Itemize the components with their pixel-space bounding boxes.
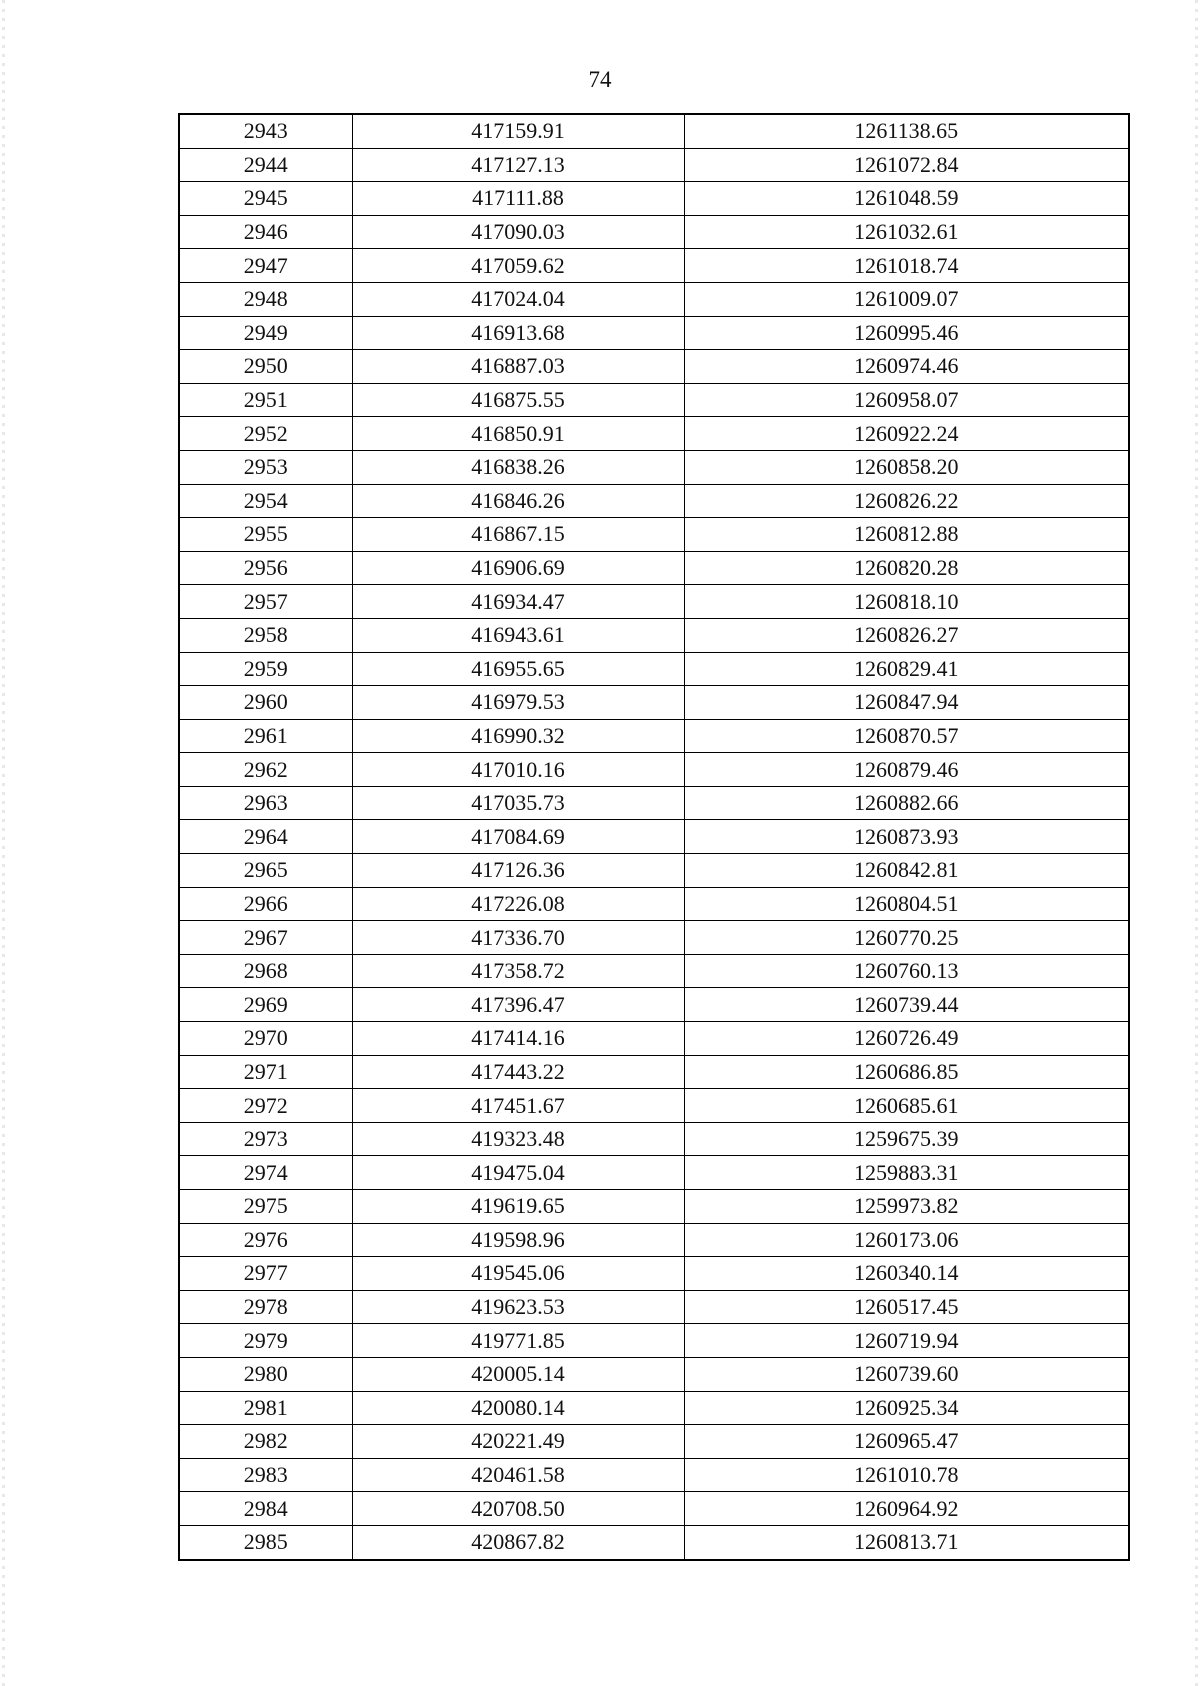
scan-edge-right [1195, 0, 1198, 1686]
table-row [179, 518, 1129, 552]
x-coordinate-cell: 419771.85 [352, 1324, 684, 1358]
point-number-cell: 2969 [179, 988, 352, 1022]
point-number-cell: 2947 [179, 249, 352, 283]
table-row [179, 652, 1129, 686]
x-coordinate-cell: 416846.26 [352, 484, 684, 518]
x-coordinate-cell: 416887.03 [352, 350, 684, 384]
x-coordinate-cell: 420867.82 [352, 1525, 684, 1559]
table-row [179, 1156, 1129, 1190]
point-number-cell: 2944 [179, 148, 352, 182]
y-coordinate-cell: 1260858.20 [684, 450, 1129, 484]
y-coordinate-cell: 1261010.78 [684, 1458, 1129, 1492]
y-coordinate-cell: 1260826.27 [684, 618, 1129, 652]
x-coordinate-cell: 416838.26 [352, 450, 684, 484]
y-coordinate-cell: 1260739.44 [684, 988, 1129, 1022]
y-coordinate-cell: 1260685.61 [684, 1089, 1129, 1123]
point-number-cell: 2967 [179, 921, 352, 955]
table-row [179, 753, 1129, 787]
point-number-cell: 2974 [179, 1156, 352, 1190]
x-coordinate-cell: 417111.88 [352, 182, 684, 216]
table-row [179, 988, 1129, 1022]
point-number-cell: 2975 [179, 1190, 352, 1224]
table-row [179, 686, 1129, 720]
x-coordinate-cell: 420221.49 [352, 1425, 684, 1459]
table-row [179, 417, 1129, 451]
point-number-cell: 2956 [179, 551, 352, 585]
table-row [179, 316, 1129, 350]
point-number-cell: 2976 [179, 1223, 352, 1257]
y-coordinate-cell: 1260995.46 [684, 316, 1129, 350]
point-number-cell: 2962 [179, 753, 352, 787]
y-coordinate-cell: 1260925.34 [684, 1391, 1129, 1425]
y-coordinate-cell: 1261048.59 [684, 182, 1129, 216]
x-coordinate-cell: 417024.04 [352, 282, 684, 316]
x-coordinate-cell: 417443.22 [352, 1055, 684, 1089]
point-number-cell: 2963 [179, 786, 352, 820]
point-number-cell: 2972 [179, 1089, 352, 1123]
point-number-cell: 2968 [179, 954, 352, 988]
x-coordinate-cell: 419623.53 [352, 1290, 684, 1324]
table-row [179, 954, 1129, 988]
point-number-cell: 2985 [179, 1525, 352, 1559]
table-row [179, 1357, 1129, 1391]
x-coordinate-cell: 416990.32 [352, 719, 684, 753]
point-number-cell: 2978 [179, 1290, 352, 1324]
table-row [179, 1525, 1129, 1559]
table-row [179, 484, 1129, 518]
point-number-cell: 2981 [179, 1391, 352, 1425]
point-number-cell: 2958 [179, 618, 352, 652]
table-row [179, 114, 1129, 148]
table-row [179, 1257, 1129, 1291]
coordinate-table [178, 113, 1130, 1561]
x-coordinate-cell: 419475.04 [352, 1156, 684, 1190]
table-row [179, 1223, 1129, 1257]
point-number-cell: 2980 [179, 1357, 352, 1391]
y-coordinate-cell: 1260922.24 [684, 417, 1129, 451]
x-coordinate-cell: 416875.55 [352, 383, 684, 417]
y-coordinate-cell: 1261009.07 [684, 282, 1129, 316]
y-coordinate-cell: 1260739.60 [684, 1357, 1129, 1391]
y-coordinate-cell: 1260974.46 [684, 350, 1129, 384]
x-coordinate-cell: 417358.72 [352, 954, 684, 988]
point-number-cell: 2946 [179, 215, 352, 249]
y-coordinate-cell: 1260826.22 [684, 484, 1129, 518]
table-row [179, 1022, 1129, 1056]
x-coordinate-cell: 420080.14 [352, 1391, 684, 1425]
table-row [179, 148, 1129, 182]
x-coordinate-cell: 417059.62 [352, 249, 684, 283]
point-number-cell: 2983 [179, 1458, 352, 1492]
table-row [179, 854, 1129, 888]
point-number-cell: 2971 [179, 1055, 352, 1089]
table-row [179, 383, 1129, 417]
point-number-cell: 2982 [179, 1425, 352, 1459]
table-row [179, 1425, 1129, 1459]
y-coordinate-cell: 1261018.74 [684, 249, 1129, 283]
point-number-cell: 2952 [179, 417, 352, 451]
y-coordinate-cell: 1260820.28 [684, 551, 1129, 585]
x-coordinate-cell: 420005.14 [352, 1357, 684, 1391]
table-row [179, 1190, 1129, 1224]
y-coordinate-cell: 1260879.46 [684, 753, 1129, 787]
point-number-cell: 2973 [179, 1122, 352, 1156]
table-row [179, 182, 1129, 216]
x-coordinate-cell: 416867.15 [352, 518, 684, 552]
y-coordinate-cell: 1260870.57 [684, 719, 1129, 753]
table-row [179, 820, 1129, 854]
y-coordinate-cell: 1259675.39 [684, 1122, 1129, 1156]
y-coordinate-cell: 1260818.10 [684, 585, 1129, 619]
x-coordinate-cell: 417451.67 [352, 1089, 684, 1123]
table-row [179, 1055, 1129, 1089]
table-row [179, 618, 1129, 652]
y-coordinate-cell: 1260340.14 [684, 1257, 1129, 1291]
table-row [179, 350, 1129, 384]
y-coordinate-cell: 1260964.92 [684, 1492, 1129, 1526]
x-coordinate-cell: 420708.50 [352, 1492, 684, 1526]
point-number-cell: 2964 [179, 820, 352, 854]
y-coordinate-cell: 1260813.71 [684, 1525, 1129, 1559]
x-coordinate-cell: 416943.61 [352, 618, 684, 652]
x-coordinate-cell: 417127.13 [352, 148, 684, 182]
table-row [179, 786, 1129, 820]
x-coordinate-cell: 417159.91 [352, 114, 684, 148]
y-coordinate-cell: 1260760.13 [684, 954, 1129, 988]
point-number-cell: 2965 [179, 854, 352, 888]
x-coordinate-cell: 416934.47 [352, 585, 684, 619]
table-row [179, 887, 1129, 921]
point-number-cell: 2951 [179, 383, 352, 417]
table-row [179, 282, 1129, 316]
y-coordinate-cell: 1260686.85 [684, 1055, 1129, 1089]
y-coordinate-cell: 1260726.49 [684, 1022, 1129, 1056]
y-coordinate-cell: 1260847.94 [684, 686, 1129, 720]
x-coordinate-cell: 417090.03 [352, 215, 684, 249]
point-number-cell: 2945 [179, 182, 352, 216]
y-coordinate-cell: 1261032.61 [684, 215, 1129, 249]
table-row [179, 215, 1129, 249]
table-row [179, 551, 1129, 585]
y-coordinate-cell: 1261072.84 [684, 148, 1129, 182]
point-number-cell: 2955 [179, 518, 352, 552]
page-number: 74 [588, 67, 612, 92]
x-coordinate-cell: 416979.53 [352, 686, 684, 720]
scan-edge-left [2, 0, 5, 1686]
y-coordinate-cell: 1259883.31 [684, 1156, 1129, 1190]
table-row [179, 719, 1129, 753]
x-coordinate-cell: 419545.06 [352, 1257, 684, 1291]
table-row [179, 450, 1129, 484]
x-coordinate-cell: 416906.69 [352, 551, 684, 585]
point-number-cell: 2961 [179, 719, 352, 753]
point-number-cell: 2943 [179, 114, 352, 148]
x-coordinate-cell: 419598.96 [352, 1223, 684, 1257]
point-number-cell: 2957 [179, 585, 352, 619]
table-row [179, 249, 1129, 283]
point-number-cell: 2970 [179, 1022, 352, 1056]
point-number-cell: 2954 [179, 484, 352, 518]
y-coordinate-cell: 1260173.06 [684, 1223, 1129, 1257]
table-row [179, 921, 1129, 955]
x-coordinate-cell: 417084.69 [352, 820, 684, 854]
y-coordinate-cell: 1260719.94 [684, 1324, 1129, 1358]
x-coordinate-cell: 417226.08 [352, 887, 684, 921]
point-number-cell: 2949 [179, 316, 352, 350]
table-row [179, 1089, 1129, 1123]
point-number-cell: 2960 [179, 686, 352, 720]
y-coordinate-cell: 1260873.93 [684, 820, 1129, 854]
x-coordinate-cell: 417010.16 [352, 753, 684, 787]
y-coordinate-cell: 1260829.41 [684, 652, 1129, 686]
y-coordinate-cell: 1259973.82 [684, 1190, 1129, 1224]
point-number-cell: 2953 [179, 450, 352, 484]
point-number-cell: 2966 [179, 887, 352, 921]
x-coordinate-cell: 417035.73 [352, 786, 684, 820]
y-coordinate-cell: 1260770.25 [684, 921, 1129, 955]
y-coordinate-cell: 1260812.88 [684, 518, 1129, 552]
table-row [179, 1458, 1129, 1492]
x-coordinate-cell: 420461.58 [352, 1458, 684, 1492]
point-number-cell: 2979 [179, 1324, 352, 1358]
table-row [179, 1122, 1129, 1156]
table-row [179, 1324, 1129, 1358]
y-coordinate-cell: 1260517.45 [684, 1290, 1129, 1324]
x-coordinate-cell: 419619.65 [352, 1190, 684, 1224]
y-coordinate-cell: 1261138.65 [684, 114, 1129, 148]
point-number-cell: 2977 [179, 1257, 352, 1291]
x-coordinate-cell: 416955.65 [352, 652, 684, 686]
x-coordinate-cell: 416850.91 [352, 417, 684, 451]
y-coordinate-cell: 1260804.51 [684, 887, 1129, 921]
x-coordinate-cell: 417396.47 [352, 988, 684, 1022]
point-number-cell: 2959 [179, 652, 352, 686]
coordinate-table-body [179, 114, 1129, 1560]
table-row [179, 1391, 1129, 1425]
x-coordinate-cell: 417414.16 [352, 1022, 684, 1056]
table-row [179, 1492, 1129, 1526]
x-coordinate-cell: 417336.70 [352, 921, 684, 955]
x-coordinate-cell: 416913.68 [352, 316, 684, 350]
y-coordinate-cell: 1260842.81 [684, 854, 1129, 888]
x-coordinate-cell: 419323.48 [352, 1122, 684, 1156]
y-coordinate-cell: 1260958.07 [684, 383, 1129, 417]
table-row [179, 1290, 1129, 1324]
point-number-cell: 2950 [179, 350, 352, 384]
x-coordinate-cell: 417126.36 [352, 854, 684, 888]
y-coordinate-cell: 1260965.47 [684, 1425, 1129, 1459]
point-number-cell: 2984 [179, 1492, 352, 1526]
y-coordinate-cell: 1260882.66 [684, 786, 1129, 820]
table-row [179, 585, 1129, 619]
point-number-cell: 2948 [179, 282, 352, 316]
